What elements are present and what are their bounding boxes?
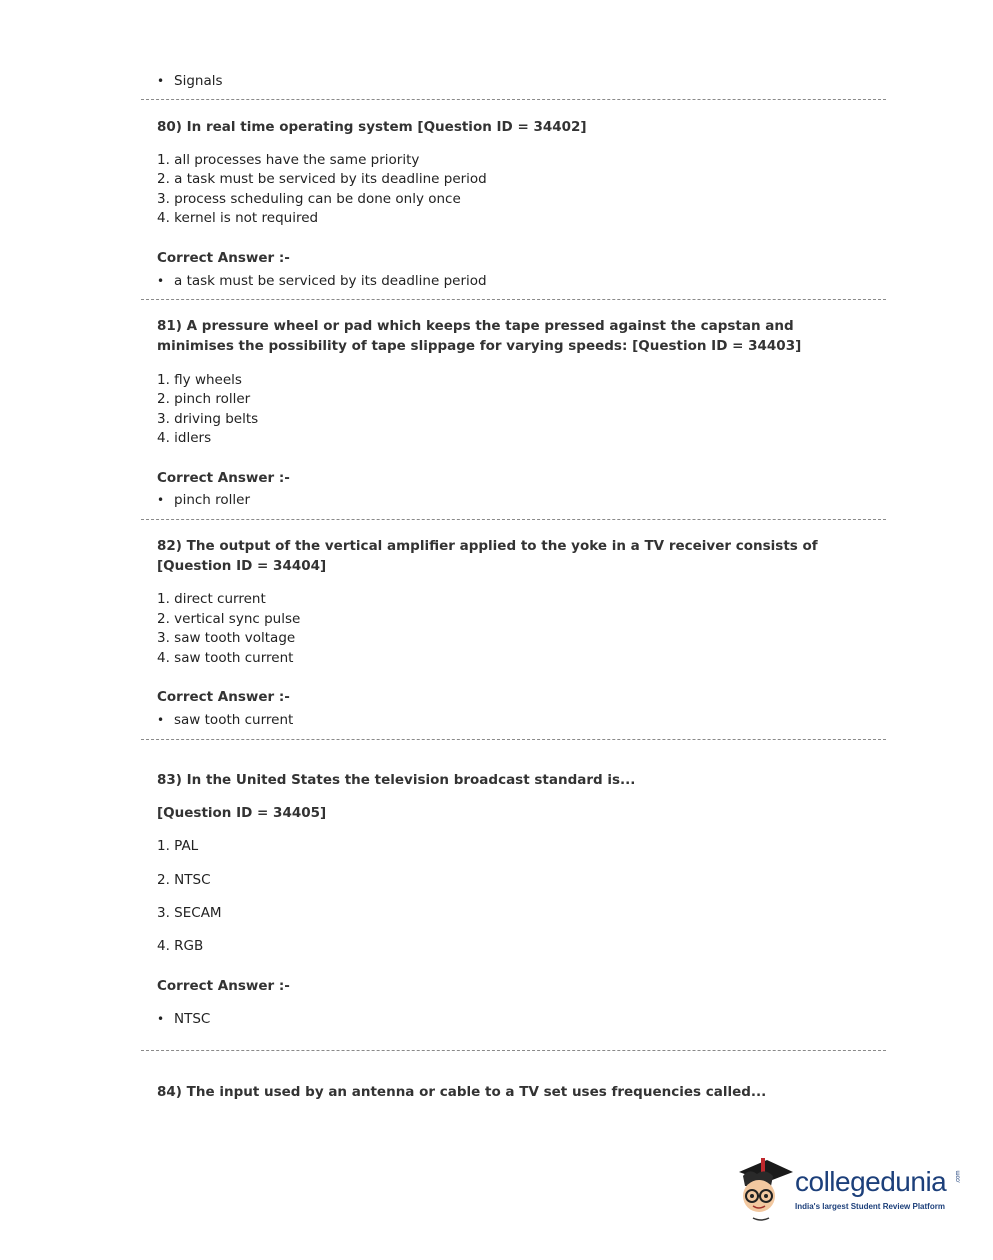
question-80-title: 80) In real time operating system [Question ID = 34402] xyxy=(157,119,587,135)
divider xyxy=(141,99,886,100)
q81-option-4: 4. idlers xyxy=(157,430,212,446)
mascot-icon xyxy=(735,1152,795,1224)
question-84-title: 84) The input used by an antenna or cable to a TV set uses frequencies called... xyxy=(157,1084,767,1100)
q80-answer-label: Correct Answer :- xyxy=(157,250,290,266)
q83-answer-label: Correct Answer :- xyxy=(157,978,290,994)
divider xyxy=(141,1050,886,1051)
divider xyxy=(141,519,886,520)
q82-option-2: 2. vertical sync pulse xyxy=(157,611,301,627)
divider xyxy=(141,299,886,300)
divider xyxy=(141,739,886,740)
q80-option-2: 2. a task must be serviced by its deadline period xyxy=(157,171,487,187)
q82-answer-label: Correct Answer :- xyxy=(157,689,290,705)
q83-option-1: 1. PAL xyxy=(157,838,199,854)
collegedunia-logo xyxy=(735,1152,965,1224)
q80-option-1: 1. all processes have the same priority xyxy=(157,152,420,168)
q80-option-3: 3. process scheduling can be done only once xyxy=(157,191,461,207)
q82-option-3: 3. saw tooth voltage xyxy=(157,630,296,646)
logo-tagline: India's largest Student Review Platform xyxy=(795,1202,945,1211)
question-82-title: 82) The output of the vertical amplifier applied to the yoke in a TV receiver consists of [Question ID = 34404] xyxy=(157,538,818,574)
q81-option-2: 2. pinch roller xyxy=(157,391,251,407)
logo-wordmark: collegedunia xyxy=(795,1166,947,1197)
q82-answer: • saw tooth current xyxy=(174,712,293,728)
q83-answer: • NTSC xyxy=(174,1011,210,1027)
q81-answer-label: Correct Answer :- xyxy=(157,470,290,486)
q82-option-1: 1. direct current xyxy=(157,591,266,607)
q80-option-4: 4. kernel is not required xyxy=(157,210,319,226)
q83-option-2: 2. NTSC xyxy=(157,872,211,888)
q83-option-4: 4. RGB xyxy=(157,938,204,954)
question-83-id: [Question ID = 34405] xyxy=(157,805,327,821)
prev-answer: • Signals xyxy=(174,73,223,89)
q82-option-4: 4. saw tooth current xyxy=(157,650,294,666)
q81-answer: • pinch roller xyxy=(174,492,250,508)
question-81-title: 81) A pressure wheel or pad which keeps the tape pressed against the capstan and minimises the possibility of tape slippage for varying speeds: [Question ID = 34403] xyxy=(157,318,802,354)
q81-option-1: 1. fly wheels xyxy=(157,372,242,388)
q81-option-3: 3. driving belts xyxy=(157,411,259,427)
q80-answer: • a task must be serviced by its deadline period xyxy=(174,273,487,289)
question-83-title: 83) In the United States the television broadcast standard is... xyxy=(157,772,636,788)
q83-option-3: 3. SECAM xyxy=(157,905,222,921)
logo-com: .com xyxy=(955,1170,962,1184)
